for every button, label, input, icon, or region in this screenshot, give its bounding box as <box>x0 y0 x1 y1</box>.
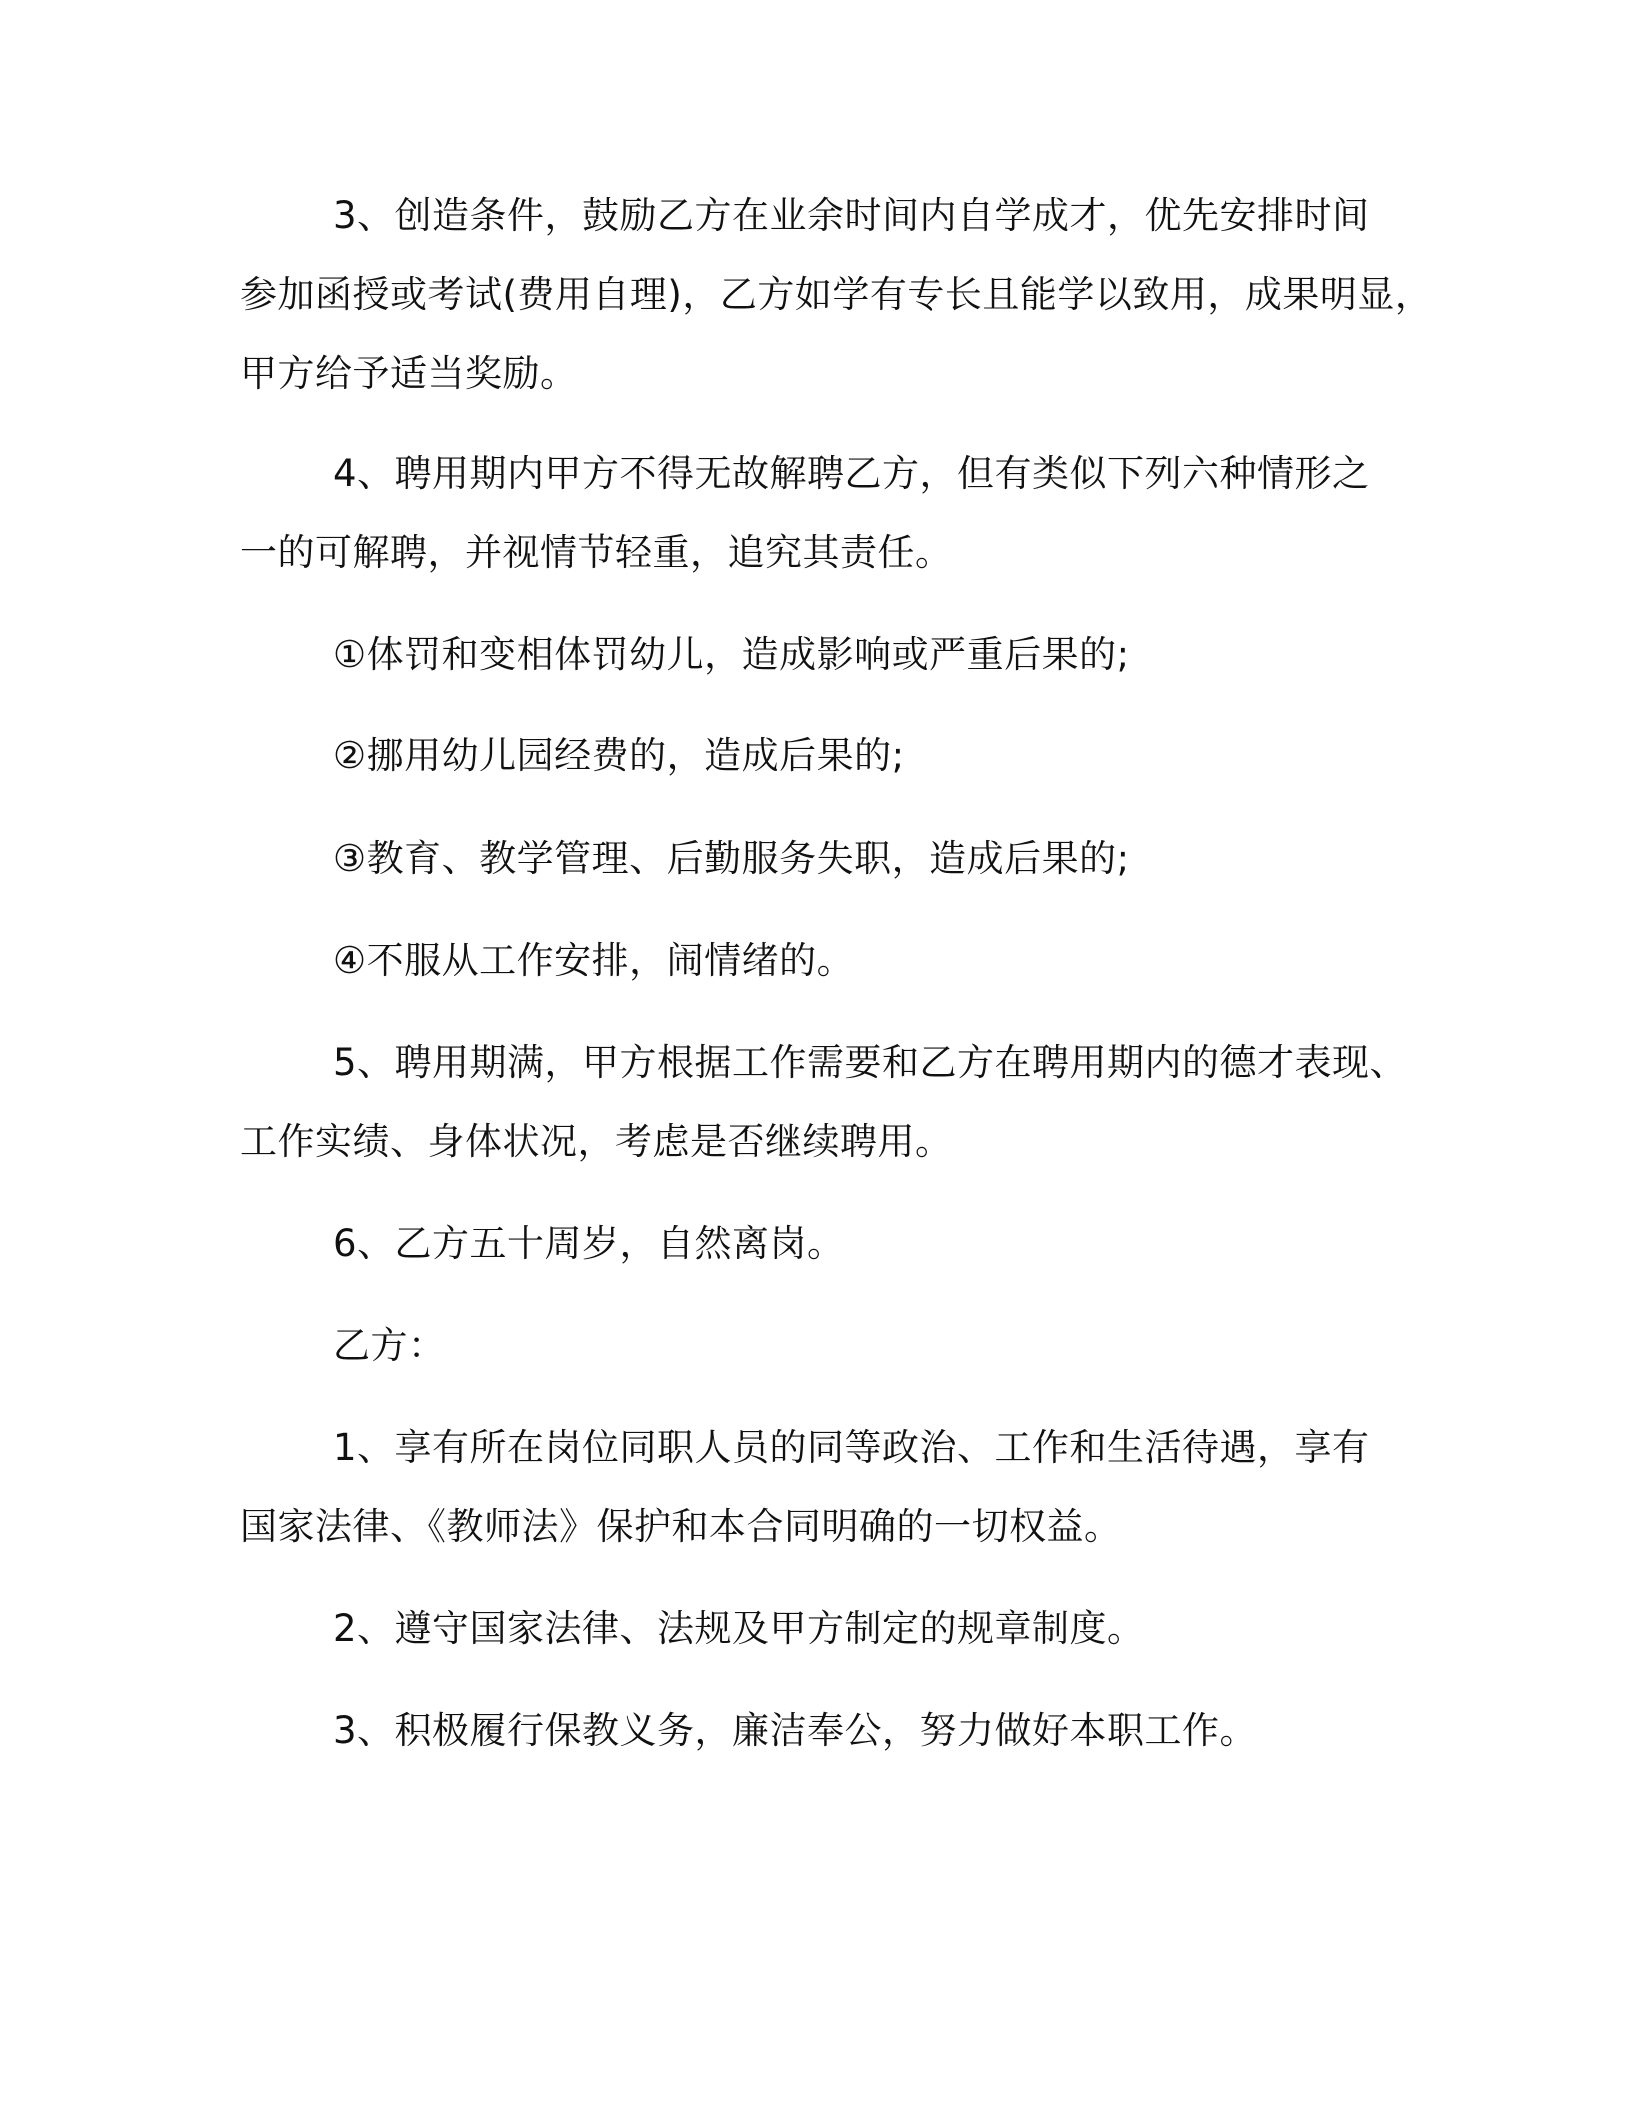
b-clause-1-line-2: 国家法律、《教师法》保护和本合同明确的一切权益。 <box>240 1505 1122 1548</box>
clause-4-line-1: 4、聘用期内甲方不得无故解聘乙方，但有类似下列六种情形之 <box>333 452 1370 495</box>
sub-item-1: ①体罚和变相体罚幼儿，造成影响或严重后果的; <box>333 633 1130 676</box>
party-b-heading: 乙方： <box>333 1324 446 1367</box>
clause-3-line-2: 参加函授或考试(费用自理)，乙方如学有专长且能学以致用，成果明显， <box>240 273 1433 316</box>
sub-item-2: ②挪用幼儿园经费的，造成后果的; <box>333 734 905 777</box>
clause-5-line-1: 5、聘用期满，甲方根据工作需要和乙方在聘用期内的德才表现、 <box>333 1041 1408 1084</box>
clause-3-line-3: 甲方给予适当奖励。 <box>240 352 578 395</box>
clause-4-line-2: 一的可解聘，并视情节轻重，追究其责任。 <box>240 531 953 574</box>
clause-3-line-1: 3、创造条件，鼓励乙方在业余时间内自学成才，优先安排时间 <box>333 194 1370 237</box>
clause-5-line-2: 工作实绩、身体状况，考虑是否继续聘用。 <box>240 1120 953 1163</box>
sub-item-3: ③教育、教学管理、后勤服务失职，造成后果的; <box>333 837 1130 880</box>
b-clause-3: 3、积极履行保教义务，廉洁奉公，努力做好本职工作。 <box>333 1709 1258 1752</box>
b-clause-1-line-1: 1、享有所在岗位同职人员的同等政治、工作和生活待遇，享有 <box>333 1426 1370 1469</box>
b-clause-2: 2、遵守国家法律、法规及甲方制定的规章制度。 <box>333 1607 1145 1650</box>
sub-item-4: ④不服从工作安排，闹情绪的。 <box>333 939 855 982</box>
clause-6: 6、乙方五十周岁，自然离岗。 <box>333 1222 845 1265</box>
